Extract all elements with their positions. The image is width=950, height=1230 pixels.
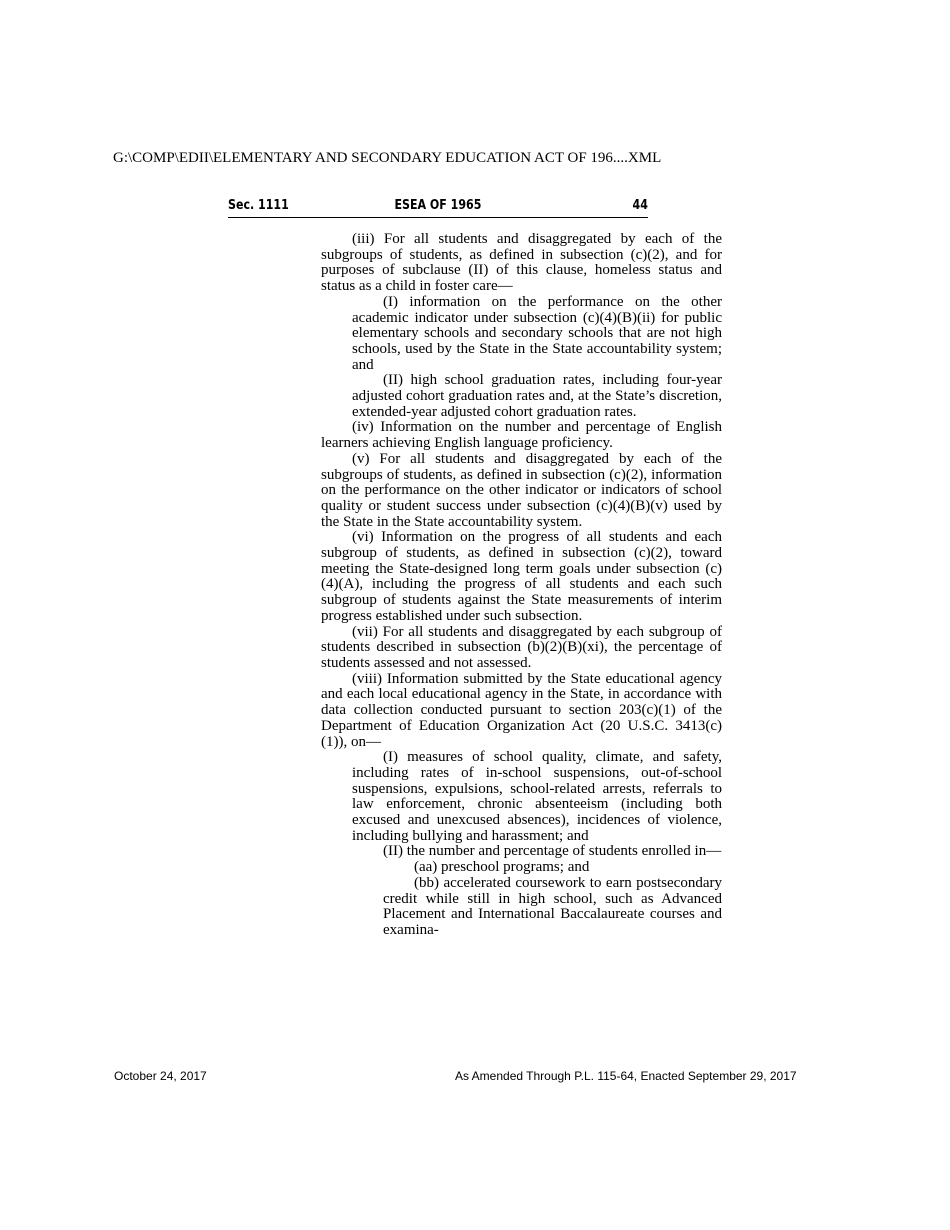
clause-vii: (vii) For all students and disaggregated by each subgroup of students described in subsection (b)(2)(B)(xi), the percentage of students assessed and not assessed. [321,623,722,671]
item-aa: (aa) preschool programs; and [414,859,590,876]
section-number: Sec. 1111 [228,198,289,213]
footer-date: October 24, 2017 [114,1069,207,1083]
clause-vi: (vi) Information on the progress of all students and each subgroup of students, as defined in subsection (c)(2), toward meeting the State-designed long term goals under subsection (c)(4)(A), including the progress of all students and each such subgroup of students against the State measurements of interim progress established under such subsection. [321,529,722,624]
page-number: 44 [632,198,648,213]
subclause-viii-II: (II) the number and percentage of students enrolled in— [383,843,722,860]
footer-amendment: As Amended Through P.L. 115-64, Enacted September 29, 2017 [455,1069,797,1083]
act-title: ESEA OF 1965 [394,198,482,213]
subclause-iii-II: (II) high school graduation rates, including four-year adjusted cohort graduation rates and, at the State’s discretion, extended-year adjusted cohort graduation rates. [352,372,722,420]
statute-text [321,232,722,939]
subclause-iii-I: (I) information on the performance on the other academic indicator under subsection (c)(4)(B)(ii) for public elementary schools and secondary schools that are not high schools, used by the State in the State accountability system; and [352,293,722,373]
clause-iii: (iii) For all students and disaggregated by each of the subgroups of students, as defined in subsection (c)(2), and for purposes of subclause (II) of this clause, homeless status and status as a child in foster care— [321,231,722,295]
subclause-viii-I: (I) measures of school quality, climate, and safety, including rates of in-school suspensions, out-of-school suspensions, expulsions, school-related arrests, referrals to law enforcement, chronic absenteeism (including both excused and unexcused absences), incidences of violence, including bullying and harassment; and [352,749,722,844]
clause-iv: (iv) Information on the number and percentage of English learners achieving English language proficiency. [321,419,722,452]
clause-v: (v) For all students and disaggregated by each of the subgroups of students, as defined in subsection (c)(2), information on the performance on the other indicator or indicators of school quality or student success under subsection (c)(4)(B)(v) used by the State in the State accountability system. [321,450,722,530]
clause-viii: (viii) Information submitted by the State educational agency and each local educational agency in the State, in accordance with data collection conducted pursuant to section 203(c)(1) of the Department of Education Organization Act (20 U.S.C. 3413(c)(1)), on— [321,670,722,750]
running-header [228,197,648,218]
item-bb: (bb) accelerated coursework to earn postsecondary credit while still in high school, such as Advanced Placement and International Baccalaureate courses and examina- [383,874,722,938]
file-path: G:\COMP\EDII\ELEMENTARY AND SECONDARY EDUCATION ACT OF 196....XML [113,150,662,166]
